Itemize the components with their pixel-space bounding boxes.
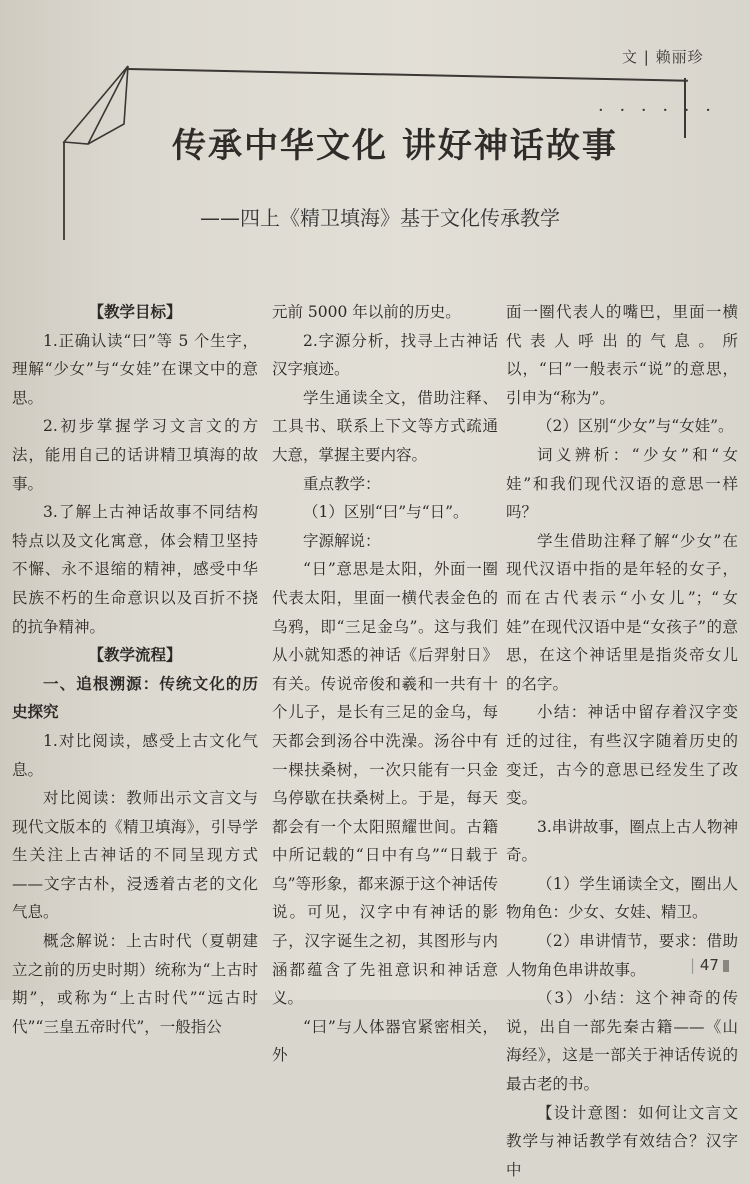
- section-heading: 【教学流程】: [88, 646, 182, 665]
- section-heading: 【教学目标】: [88, 303, 182, 321]
- paragraph: 2.字源分析，找寻上古神话汉字痕迹。: [272, 331, 498, 379]
- paragraph: （1）学生诵读全文，圈出人物角色：少女、女娃、精卫。: [506, 874, 738, 922]
- paragraph: 词义辨析：“少女”和“女娃”和我们现代汉语的意思一样吗？: [506, 445, 738, 522]
- paragraph: 2.初步掌握学习文言文的方法，能用自己的话讲精卫填海的故事。: [12, 417, 258, 493]
- article-subtitle: ——四上《精卫填海》基于文化传承教学: [200, 206, 560, 230]
- paragraph: 学生通读全文，借助注释、工具书、联系上下文等方式疏通大意，掌握主要内容。: [272, 388, 498, 464]
- folded-corner-decoration: [56, 64, 136, 244]
- paragraph: 重点教学：: [303, 474, 381, 493]
- paragraph: （3）小结：这个神奇的传说，出自一部先秦古籍——《山海经》，这是一部关于神话传说的最古老的书。: [506, 989, 738, 1094]
- text-column-3: [506, 298, 738, 1184]
- author-byline: 文 | 赖丽珍: [622, 48, 704, 66]
- paragraph: 元前 5000 年以前的历史。: [272, 303, 461, 321]
- paragraph: “曰”与人体器官紧密相关，外: [272, 1017, 498, 1065]
- paragraph: 【设计意图：如何让文言文教学与神话教学有效结合？汉字中: [506, 1103, 738, 1179]
- page-number-bar: [723, 960, 729, 972]
- paragraph: 对比阅读：教师出示文言文与现代文版本的《精卫填海》，引导学生关注上古神话的不同呈现方式——文字古朴，浸透着古老的文化气息。: [12, 789, 258, 922]
- paragraph: 字源解说：: [303, 531, 381, 550]
- paragraph: 面一圈代表人的嘴巴，里面一横代表人呼出的气息。所以，“曰”一般表示“说”的意思，引申为“称为”。: [506, 303, 738, 407]
- text-column-2: [272, 298, 498, 1070]
- paragraph: “日”意思是太阳，外面一圈代表太阳，里面一横代表金色的乌鸦，即“三足金乌”。这与我们从小就知悉的神话《后羿射日》有关。传说帝俊和羲和一共有十个儿子，是长有三足的金乌，每天都会到汤谷中洗澡。汤谷中有一棵扶桑树，一次只能有一只金乌停歇在扶桑树上。于是，每天都会有一个太阳照耀世间。古籍中所记载的“日中有乌”“日载于乌”等形象，都来源于这个神话传说。可见，汉字中有神话的影子，汉字诞生之初，其图形与内涵都蕴含了先祖意识和神话意义。: [272, 560, 498, 1008]
- paragraph: 小结：神话中留存着汉字变迁的过往，有些汉字随着历史的变迁，古今的意思已经发生了改变。: [506, 703, 738, 808]
- paragraph: 概念解说：上古时代（夏朝建立之前的历史时期）统称为“上古时期”，或称为“上古时代”“远古时代”“三皇五帝时代”，一般指公: [12, 932, 258, 1036]
- paragraph: （1）区别“曰”与“日”。: [303, 503, 469, 522]
- paragraph: 学生借助注释了解“少女”在现代汉语中指的是年轻的女子，而在古代表示“小女儿”；“女娃”在现代汉语中是“女孩子”的意思，在这个神话里是指炎帝女儿的名字。: [506, 531, 738, 693]
- paragraph: 1.对比阅读，感受上古文化气息。: [12, 731, 258, 779]
- text-column-1: [12, 298, 258, 1041]
- paragraph: （2）区别“少女”与“女娃”。: [537, 417, 734, 436]
- page-number: | 47: [690, 956, 729, 974]
- paragraph: 一、追根溯源：传统文化的历史探究: [12, 674, 258, 722]
- paragraph: （2）串讲情节，要求：借助人物角色串讲故事。: [506, 932, 738, 979]
- article-title: 传承中华文化 讲好神话故事: [172, 126, 618, 166]
- decorative-dots: · · · · · ·: [598, 100, 716, 121]
- paragraph: 1.正确认读“曰”等 5 个生字，理解“少女”与“女娃”在课文中的意思。: [12, 331, 258, 407]
- paragraph: 3.了解上古神话故事不同结构特点以及文化寓意，体会精卫坚持不懈、永不退缩的精神，感受中华民族不朽的生命意识以及百折不挠的抗争精神。: [12, 503, 258, 636]
- page-number-text: 47: [699, 956, 719, 974]
- paragraph: 3.串讲故事，圈点上古人物神奇。: [506, 817, 738, 865]
